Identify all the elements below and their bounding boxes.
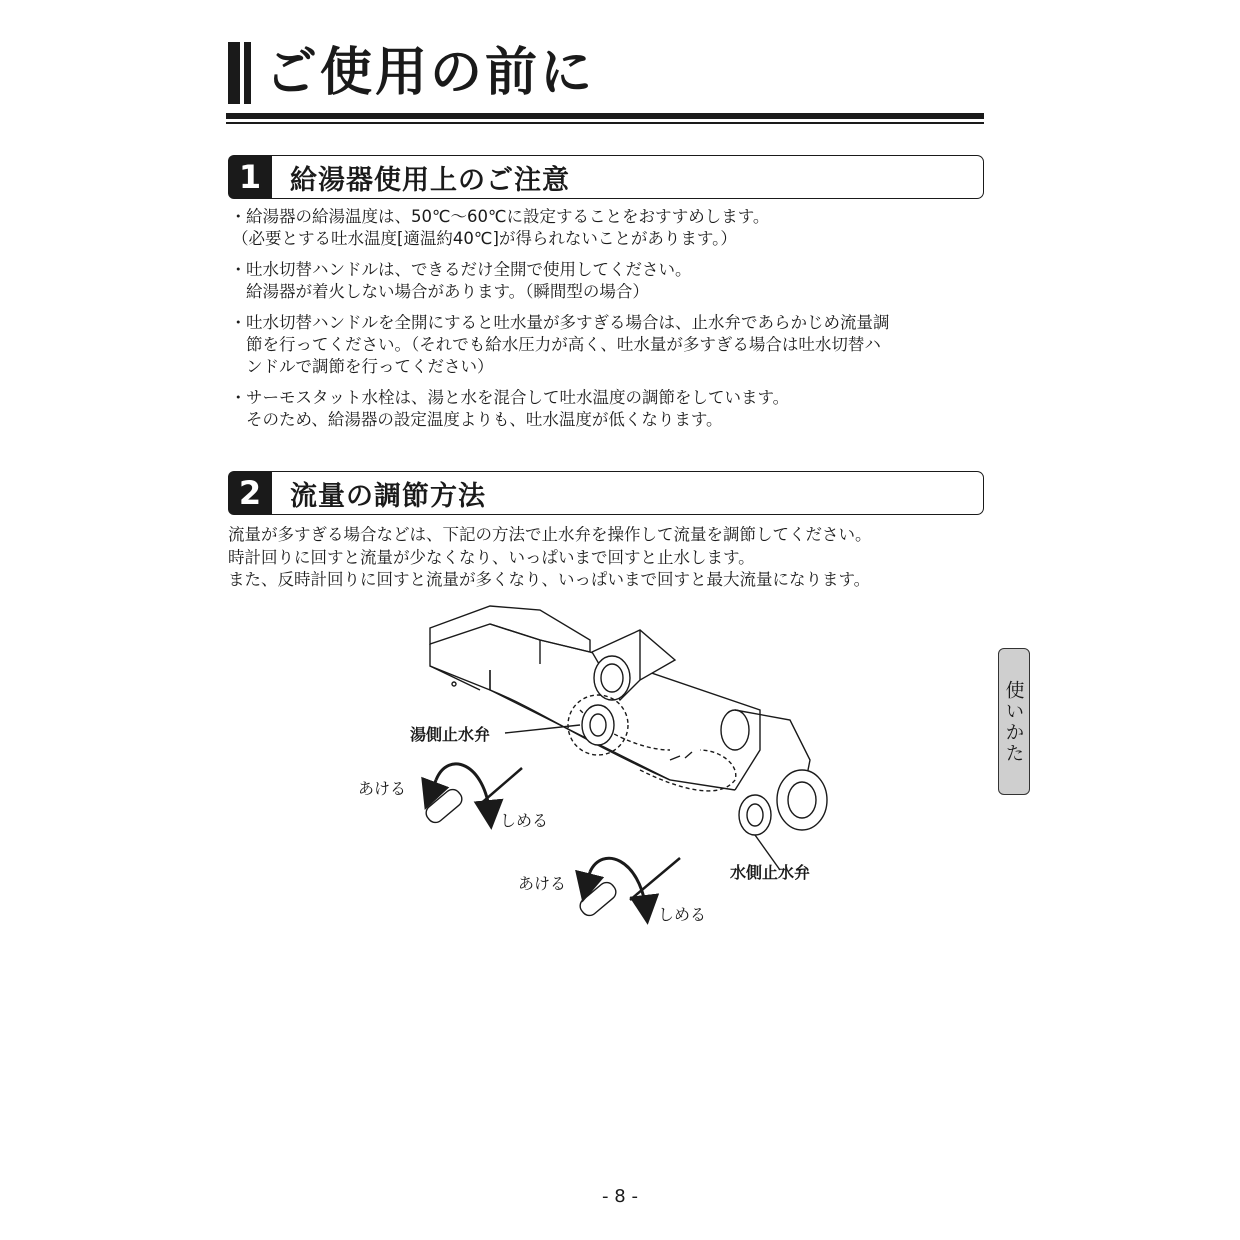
section-title: 流量の調節方法 [290,480,486,512]
caution-item [228,387,988,431]
caution-line: （必要とする吐水温度[適温約40℃]が得られないことがあります。） [232,229,737,248]
faucet-drawing [340,600,860,940]
hot-valve-label: 湯側止水弁 [410,725,491,744]
caution-line: 給湯器の給湯温度は、50℃～60℃に設定することをおすすめします。 [246,207,770,226]
caution-line: そのため、給湯器の設定温度よりも、吐水温度が低くなります。 [246,410,723,429]
section-title: 給湯器使用上のご注意 [290,164,570,196]
flow-adjust-instructions [228,524,988,592]
caution-line: 吐水切替ハンドルを全開にすると吐水量が多すぎる場合は、止水弁であらかじめ流量調 [246,313,890,332]
bullet: ・ [230,313,247,332]
caution-line: 給湯器が着火しない場合があります。（瞬間型の場合） [246,282,649,301]
title-bar-marks [228,42,251,104]
close-label-upper: しめる [500,811,549,830]
side-index-tab-label: 使いかた [1002,679,1025,764]
bullet: ・ [230,260,247,279]
section-1-heading [228,155,984,199]
bullet: ・ [230,388,247,407]
caution-line: サーモスタット水栓は、湯と水を混合して吐水温度の調節をしています。 [246,388,790,407]
faucet-illustration [340,600,860,940]
open-label-lower: あける [518,874,567,893]
page-title [228,40,595,106]
title-rule-thin [226,122,984,124]
caution-line: 節を行ってください。（それでも給水圧力が高く、吐水量が多すぎる場合は吐水切替ハ [246,335,881,354]
caution-line: ンドルで調節を行ってください） [246,357,494,376]
caution-item [228,259,988,303]
caution-item [228,206,988,250]
page-title-text: ご使用の前に [265,43,596,103]
caution-list [228,206,988,440]
title-rule-thick [226,113,984,119]
instruction-line: また、反時計回りに回すと流量が多くなり、いっぱいまで回すと最大流量になります。 [228,570,871,589]
caution-line: 吐水切替ハンドルは、できるだけ全開で使用してください。 [246,260,692,279]
open-label-upper: あける [358,779,407,798]
instruction-line: 流量が多すぎる場合などは、下記の方法で止水弁を操作して流量を調節してください。 [228,525,872,544]
section-number: 1 [228,155,272,199]
side-index-tab[interactable] [998,648,1030,795]
page-number: - 8 - [602,1186,638,1207]
section-number: 2 [228,471,272,515]
bullet: ・ [230,207,247,226]
close-label-lower: しめる [658,905,707,924]
instruction-line: 時計回りに回すと流量が少なくなり、いっぱいまで回すと止水します。 [228,547,755,567]
section-2-heading [228,471,984,515]
cold-valve-label: 水側止水弁 [730,863,811,882]
caution-item [228,312,988,378]
